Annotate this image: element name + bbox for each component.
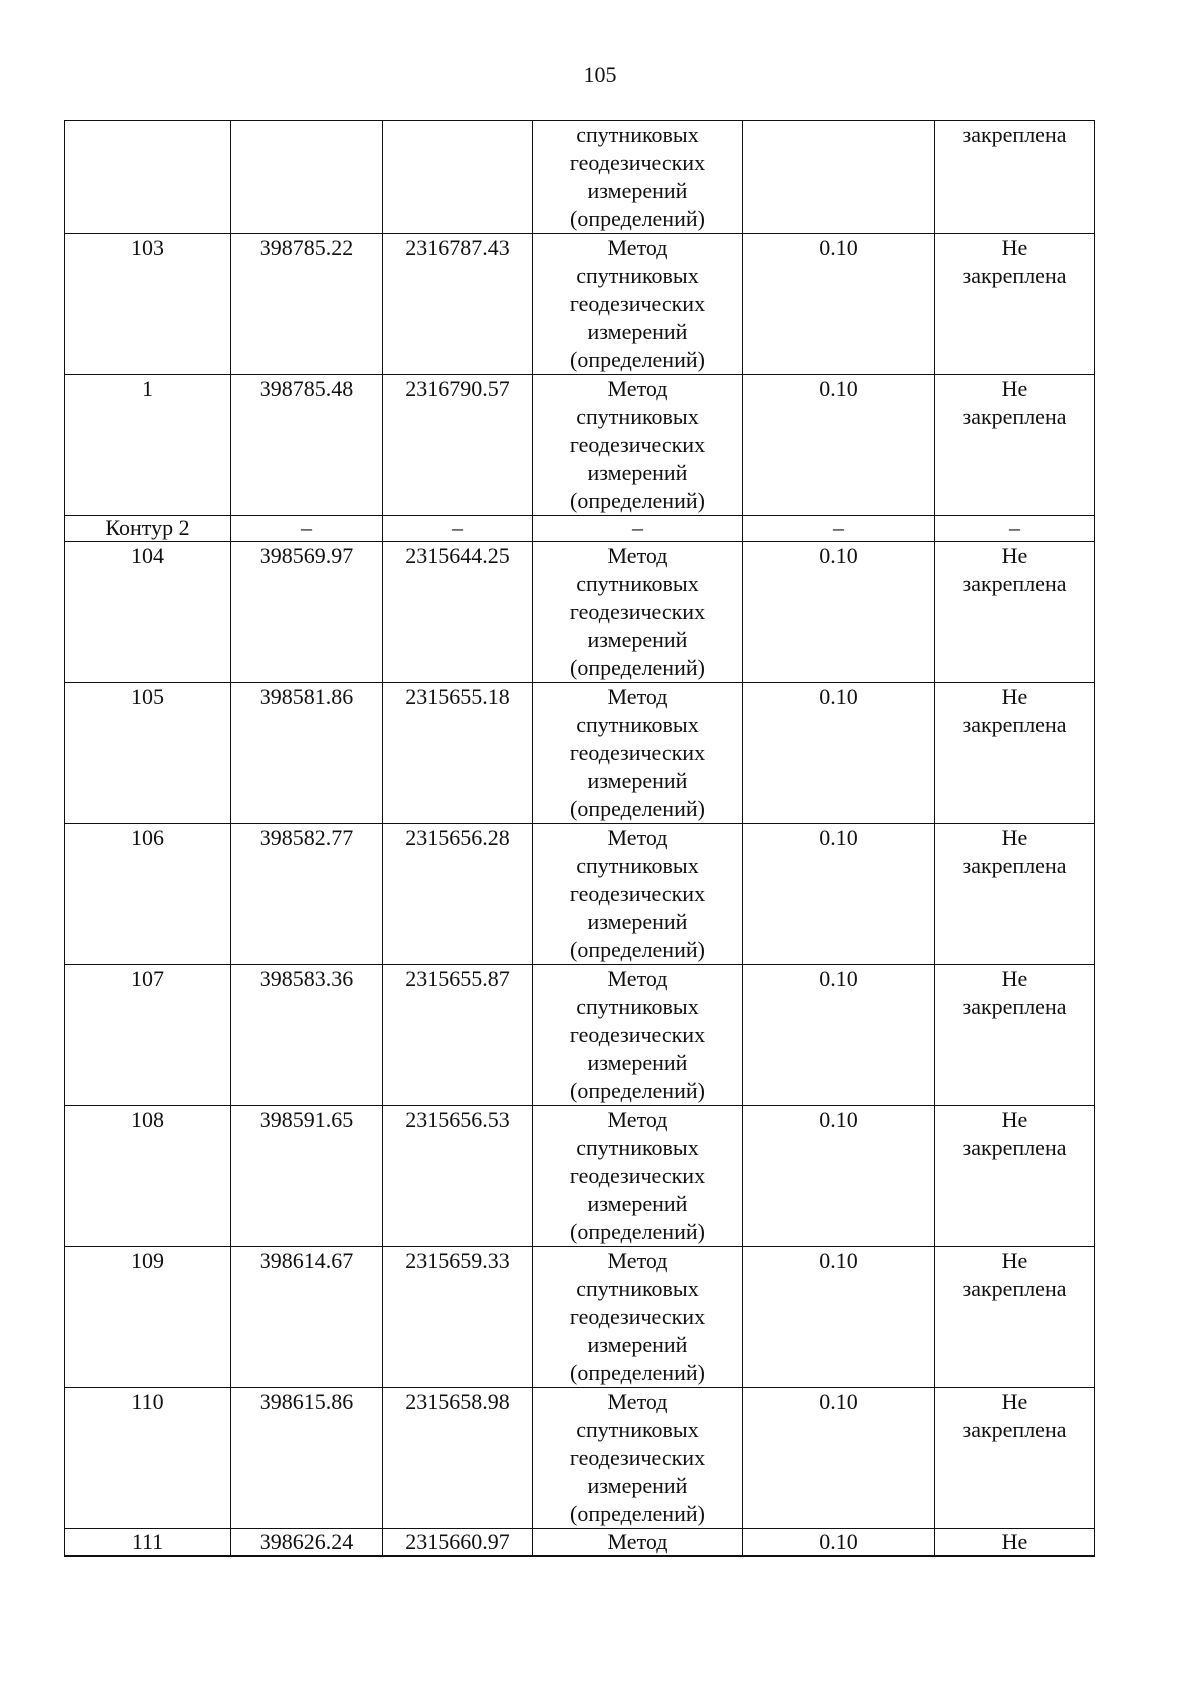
fixation-cell — [935, 1388, 1095, 1529]
method-line: измерений — [587, 1473, 688, 1498]
method-cell — [533, 1388, 743, 1529]
method-line: измерений — [587, 319, 688, 344]
x-coordinate-cell: 398614.67 — [231, 1247, 383, 1388]
x-coordinate-cell — [231, 121, 383, 234]
method-line: Метод — [607, 1248, 668, 1273]
point-id-cell: 104 — [65, 542, 231, 683]
y-coordinate-cell: 2315659.33 — [383, 1247, 533, 1388]
method-line: спутниковых — [576, 994, 699, 1019]
method-line: измерений — [587, 1050, 688, 1075]
method-line: измерений — [587, 1191, 688, 1216]
point-id-cell: 108 — [65, 1106, 231, 1247]
table-row — [65, 542, 1095, 683]
x-coordinate-cell: 398615.86 — [231, 1388, 383, 1529]
x-coordinate-cell: – — [231, 516, 383, 542]
fixation-cell — [935, 965, 1095, 1106]
fixation-line: Не — [1001, 825, 1028, 850]
fixation-line: Не — [1001, 1248, 1028, 1273]
fixation-line: закреплена — [962, 571, 1067, 596]
table-row — [65, 1247, 1095, 1388]
method-line: спутниковых — [576, 263, 699, 288]
accuracy-cell: 0.10 — [743, 683, 935, 824]
table-row — [65, 1388, 1095, 1529]
method-cell — [533, 542, 743, 683]
fixation-line: Не — [1001, 543, 1028, 568]
method-line: измерений — [587, 1332, 688, 1357]
fixation-line: закреплена — [962, 853, 1067, 878]
y-coordinate-cell: 2316790.57 — [383, 375, 533, 516]
method-line: (определений) — [570, 1078, 705, 1103]
table-row — [65, 375, 1095, 516]
fixation-line: Не — [1001, 1389, 1028, 1414]
method-cell — [533, 516, 743, 542]
method-line: измерений — [587, 178, 688, 203]
method-line: измерений — [587, 909, 688, 934]
coordinates-table — [64, 120, 1095, 1557]
y-coordinate-cell: 2315655.18 — [383, 683, 533, 824]
method-cell — [533, 824, 743, 965]
fixation-line: Не — [1001, 684, 1028, 709]
method-line: геодезических — [569, 1163, 706, 1188]
method-line: измерений — [587, 460, 688, 485]
y-coordinate-cell: 2315655.87 — [383, 965, 533, 1106]
method-cell — [533, 375, 743, 516]
method-line: Метод — [607, 966, 668, 991]
method-line: Метод — [607, 684, 668, 709]
fixation-cell — [935, 121, 1095, 234]
y-coordinate-cell: 2316787.43 — [383, 234, 533, 375]
method-line: геодезических — [569, 881, 706, 906]
y-coordinate-cell: 2315656.53 — [383, 1106, 533, 1247]
accuracy-cell: 0.10 — [743, 1106, 935, 1247]
accuracy-cell: 0.10 — [743, 965, 935, 1106]
method-line: геодезических — [569, 1022, 706, 1047]
fixation-cell — [935, 824, 1095, 965]
fixation-line: закреплена — [962, 712, 1067, 737]
x-coordinate-cell: 398626.24 — [231, 1529, 383, 1557]
method-line: спутниковых — [576, 404, 699, 429]
method-line: (определений) — [570, 1360, 705, 1385]
table-row — [65, 1106, 1095, 1247]
accuracy-cell: – — [743, 516, 935, 542]
x-coordinate-cell: 398785.48 — [231, 375, 383, 516]
method-line: спутниковых — [576, 853, 699, 878]
fixation-line: закреплена — [962, 404, 1067, 429]
x-coordinate-cell: 398583.36 — [231, 965, 383, 1106]
y-coordinate-cell — [383, 121, 533, 234]
table-row — [65, 1529, 1095, 1557]
accuracy-cell: 0.10 — [743, 542, 935, 683]
method-line: Метод — [607, 543, 668, 568]
table-row — [65, 965, 1095, 1106]
point-id-cell — [65, 121, 231, 234]
method-line: Метод — [607, 825, 668, 850]
method-cell — [533, 1106, 743, 1247]
point-id-cell: 110 — [65, 1388, 231, 1529]
method-line: спутниковых — [576, 571, 699, 596]
fixation-cell — [935, 234, 1095, 375]
fixation-cell — [935, 1529, 1095, 1557]
fixation-line: Не — [1001, 966, 1028, 991]
fixation-cell — [935, 542, 1095, 683]
fixation-cell — [935, 516, 1095, 542]
y-coordinate-cell: 2315658.98 — [383, 1388, 533, 1529]
method-line: спутниковых — [576, 1276, 699, 1301]
point-id-cell: 109 — [65, 1247, 231, 1388]
fixation-line: закреплена — [962, 1276, 1067, 1301]
method-line: спутниковых — [576, 712, 699, 737]
point-id-cell: 107 — [65, 965, 231, 1106]
fixation-cell — [935, 1247, 1095, 1388]
fixation-line: Не — [1001, 235, 1028, 260]
method-line: геодезических — [569, 1304, 706, 1329]
y-coordinate-cell: 2315656.28 — [383, 824, 533, 965]
method-line: Метод — [607, 235, 668, 260]
x-coordinate-cell: 398569.97 — [231, 542, 383, 683]
method-line: спутниковых — [576, 122, 699, 147]
fixation-line: закреплена — [962, 1135, 1067, 1160]
method-line: (определений) — [570, 796, 705, 821]
point-id-cell: 111 — [65, 1529, 231, 1557]
accuracy-cell: 0.10 — [743, 1529, 935, 1557]
fixation-line: закреплена — [962, 994, 1067, 1019]
method-cell — [533, 1529, 743, 1557]
x-coordinate-cell: 398591.65 — [231, 1106, 383, 1247]
accuracy-cell: 0.10 — [743, 1247, 935, 1388]
method-line: геодезических — [569, 1445, 706, 1470]
accuracy-cell: 0.10 — [743, 234, 935, 375]
method-line: измерений — [587, 768, 688, 793]
method-line: геодезических — [569, 432, 706, 457]
fixation-line: – — [1009, 515, 1020, 540]
method-line: измерений — [587, 627, 688, 652]
point-id-cell: 1 — [65, 375, 231, 516]
method-line: (определений) — [570, 655, 705, 680]
method-line: (определений) — [570, 937, 705, 962]
fixation-line: закреплена — [962, 1417, 1067, 1442]
page-number: 105 — [583, 62, 617, 87]
method-line: Метод — [607, 1529, 668, 1554]
method-line: Метод — [607, 1389, 668, 1414]
fixation-line: Не — [1001, 1107, 1028, 1132]
method-cell — [533, 1247, 743, 1388]
method-line: (определений) — [570, 1219, 705, 1244]
table-row — [65, 121, 1095, 234]
accuracy-cell: 0.10 — [743, 1388, 935, 1529]
method-line: Метод — [607, 1107, 668, 1132]
point-id-cell: 106 — [65, 824, 231, 965]
method-line: (определений) — [570, 488, 705, 513]
x-coordinate-cell: 398785.22 — [231, 234, 383, 375]
method-line: (определений) — [570, 347, 705, 372]
x-coordinate-cell: 398582.77 — [231, 824, 383, 965]
y-coordinate-cell: 2315660.97 — [383, 1529, 533, 1557]
method-line: геодезических — [569, 740, 706, 765]
method-line: (определений) — [570, 1501, 705, 1526]
method-cell — [533, 965, 743, 1106]
fixation-cell — [935, 375, 1095, 516]
fixation-line: Не — [1001, 376, 1028, 401]
method-line: спутниковых — [576, 1417, 699, 1442]
table-row — [65, 234, 1095, 375]
method-line: (определений) — [570, 206, 705, 231]
method-line: геодезических — [569, 150, 706, 175]
method-line: геодезических — [569, 599, 706, 624]
method-line: – — [632, 515, 643, 540]
method-line: спутниковых — [576, 1135, 699, 1160]
method-cell — [533, 121, 743, 234]
point-id-cell: 105 — [65, 683, 231, 824]
fixation-line: Не — [1001, 1529, 1028, 1554]
fixation-cell — [935, 1106, 1095, 1247]
accuracy-cell — [743, 121, 935, 234]
accuracy-cell: 0.10 — [743, 824, 935, 965]
y-coordinate-cell: 2315644.25 — [383, 542, 533, 683]
x-coordinate-cell: 398581.86 — [231, 683, 383, 824]
method-cell — [533, 234, 743, 375]
method-line: геодезических — [569, 291, 706, 316]
table-row — [65, 516, 1095, 542]
table-row — [65, 683, 1095, 824]
point-id-cell: 103 — [65, 234, 231, 375]
method-cell — [533, 683, 743, 824]
method-line: Метод — [607, 376, 668, 401]
fixation-line: закреплена — [962, 263, 1067, 288]
y-coordinate-cell: – — [383, 516, 533, 542]
table-row — [65, 824, 1095, 965]
coordinates-table-body — [65, 121, 1095, 1557]
point-id-cell: Контур 2 — [65, 516, 231, 542]
fixation-cell — [935, 683, 1095, 824]
accuracy-cell: 0.10 — [743, 375, 935, 516]
fixation-line: закреплена — [962, 122, 1067, 147]
